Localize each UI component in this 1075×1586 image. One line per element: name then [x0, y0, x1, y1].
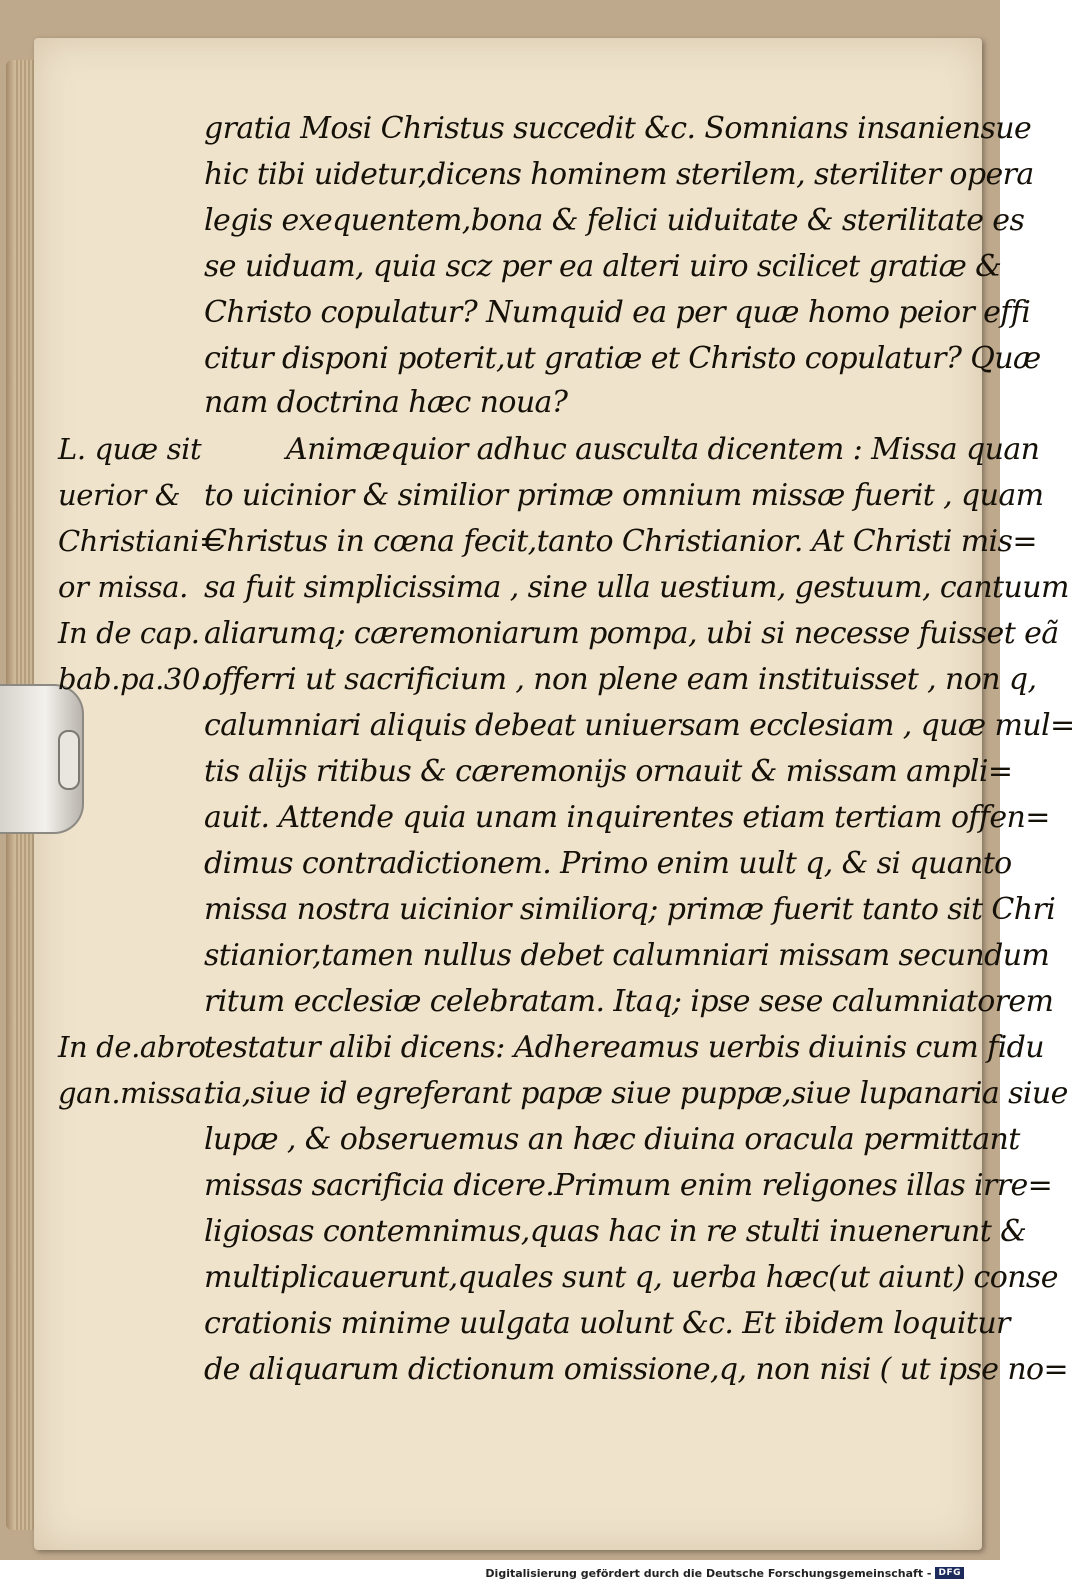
text-line: se uiduam, quia scz per ea alteri uiro scilicet gratiæ & — [204, 249, 1002, 284]
text-line: multiplicauerunt,quales sunt q, uerba hæc(ut aiunt) conse — [204, 1260, 1058, 1295]
text-line: Animæquior adhuc ausculta dicentem : Missa quan — [286, 432, 1040, 467]
page-clip-slot — [58, 730, 80, 790]
margin-note-line: uerior & — [58, 478, 181, 512]
text-line: hic tibi uidetur,dicens hominem sterilem, steriliter opera — [204, 157, 1034, 192]
text-line: stianior,tamen nullus debet calumniari missam secundum — [204, 938, 1050, 973]
margin-note-line: Christiani= — [58, 524, 223, 558]
text-line: missa nostra uicinior similiorq; primæ fuerit tanto sit Chri — [204, 892, 1056, 927]
text-line: tia,siue id egreferant papæ siue puppæ,siue lupanaria siue — [204, 1076, 1068, 1111]
margin-note-line: bab.pa.30. — [58, 662, 209, 696]
credit-text: Digitalisierung gefördert durch die Deutsche Forschungsgemeinschaft - — [485, 1566, 932, 1580]
margin-note-line: L. quæ sit — [58, 432, 202, 466]
text-line: tis alijs ritibus & cæremonijs ornauit & missam ampli= — [204, 754, 1013, 789]
text-line: offerri ut sacrificium , non plene eam instituisset , non q, — [204, 662, 1037, 697]
text-line: to uicinior & similior primæ omnium missæ fuerit , quam — [204, 478, 1044, 513]
text-line: calumniari aliquis debeat uniuersam ecclesiam , quæ mul= — [204, 708, 1075, 743]
text-line: missas sacrificia dicere.Primum enim religones illas irre= — [204, 1168, 1053, 1203]
text-line: aliarumq; cæremoniarum pompa, ubi si necesse fuisset eã — [204, 616, 1059, 651]
text-line: ligiosas contemnimus,quas hac in re stulti inuenerunt & — [204, 1214, 1027, 1249]
text-line: crationis minime uulgata uolunt &c. Et ibidem loquitur — [204, 1306, 1010, 1341]
text-line: nam doctrina hæc noua? — [204, 385, 568, 420]
text-line: Christo copulatur? Numquid ea per quæ homo peior effi — [204, 295, 1031, 330]
digitization-credit — [485, 1562, 964, 1584]
text-line: de aliquarum dictionum omissione,q, non nisi ( ut ipse no= — [204, 1352, 1069, 1387]
text-line: sa fuit simplicissima , sine ulla uestium, gestuum, cantuum — [204, 570, 1069, 605]
text-line: testatur alibi dicens: Adhereamus uerbis diuinis cum fidu — [204, 1030, 1044, 1065]
margin-note-line: In de.abro — [58, 1030, 206, 1064]
text-line: citur disponi poterit,ut gratiæ et Christo copulatur? Quæ — [204, 341, 1041, 376]
text-line: ritum ecclesiæ celebratam. Itaq; ipse sese calumniatorem — [204, 984, 1054, 1019]
margin-note-line: or missa. — [58, 570, 188, 604]
text-line: Christus in cœna fecit,tanto Christianior. At Christi mis= — [204, 524, 1037, 559]
text-line: lupæ , & obseruemus an hæc diuina oracula permittant — [204, 1122, 1020, 1157]
text-line: auit. Attende quia unam inquirentes etiam tertiam offen= — [204, 800, 1050, 835]
text-line: gratia Mosi Christus succedit &c. Somnians insaniensue — [204, 111, 1032, 146]
margin-note-line: In de cap. — [58, 616, 200, 650]
text-line: dimus contradictionem. Primo enim uult q, & si quanto — [204, 846, 1012, 881]
margin-note-line: gan.missa. — [58, 1076, 211, 1110]
dfg-logo: DFG — [935, 1567, 964, 1579]
text-line: legis exequentem,bona & felici uiduitate & sterilitate es — [204, 203, 1025, 238]
